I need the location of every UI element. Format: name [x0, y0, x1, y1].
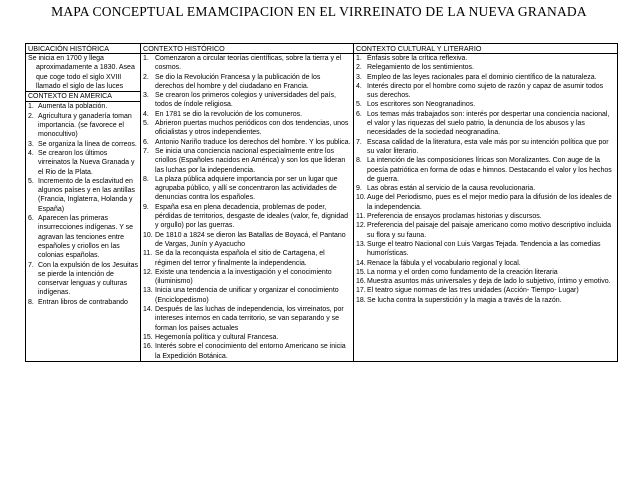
list-item	[356, 184, 615, 193]
item-text: Comenzaron a circular teorías científicas, sobre la tierra y el cosmos.	[155, 55, 342, 72]
item-text: Auge del Periodismo, pues es el mejor medio para la difusión de los ideales de la independencia.	[367, 194, 612, 211]
item-text: Se inicia una conciencia nacional especialmente entre los criollos (Españoles nacidos en América) y son los que lideran las luchas por la independencia.	[155, 147, 346, 174]
item-text: Los escritores son Neogranadinos.	[367, 101, 476, 109]
list-item	[143, 54, 351, 73]
item-number: 9.	[143, 203, 149, 211]
item-text: La norma y el orden como fundamento de la creación literaria	[367, 268, 558, 276]
list-item	[143, 268, 351, 287]
item-number: 10.	[143, 231, 153, 239]
list-item	[28, 140, 138, 149]
list-item	[28, 102, 138, 111]
item-number: 2.	[28, 112, 34, 120]
list-item	[356, 82, 615, 101]
item-text: Antonio Nariño traduce los derechos del hombre. Y los publica.	[155, 138, 351, 146]
list-item	[356, 240, 615, 259]
concept-map-table	[25, 43, 618, 362]
item-number: 8.	[356, 157, 362, 165]
item-number: 7.	[356, 138, 362, 146]
column-contexto-historico	[141, 54, 354, 362]
item-text: Inicia una tendencia de unificar y organizar el conocimiento (Enciclopedismo)	[155, 287, 339, 304]
item-number: 7.	[143, 147, 149, 155]
list-item	[356, 259, 615, 268]
item-text: Hegemonía política y cultural Francesa.	[155, 333, 279, 341]
list-item	[143, 147, 351, 175]
list-item	[356, 138, 615, 157]
list-item	[143, 110, 351, 119]
item-number: 1.	[28, 103, 34, 111]
list-item	[356, 212, 615, 221]
item-text: Se lucha contra la superstición y la magia a través de la razón.	[367, 296, 562, 304]
item-text: Incremento de la esclavitud en algunos países y en las antillas (Francia, Inglaterra, Holanda y España)	[38, 177, 135, 213]
list-item	[143, 249, 351, 268]
item-number: 1.	[143, 55, 149, 62]
item-number: 13.	[356, 240, 366, 248]
item-number: 2.	[143, 73, 149, 81]
column-contexto-cultural	[354, 54, 618, 362]
item-text: De 1810 a 1824 se dieron las Batallas de Boyacá, el Pantano de Vargas, Junín y Ayacucho	[155, 231, 346, 248]
header-row	[26, 44, 618, 54]
item-text: Aparecen las primeras insurrecciones indígenas. Y se agravan las tenciones entre españoles y criollos en las colonias españolas.	[38, 215, 134, 260]
item-text: La intención de las composiciones líricas son Moralizantes. Con auge de la poesía patriótica en forma de odas e himnos. Destacando el valor y los hechos de guerra.	[367, 157, 612, 183]
item-text: Se crearon los primeros colegios y universidades del país, todos de índole religiosa.	[155, 92, 336, 109]
item-number: 5.	[143, 120, 149, 128]
item-text: Preferencia de ensayos proclamas historias y discursos.	[367, 213, 542, 221]
item-text: Se crearon los últimos virreinatos la Nueva Granada y el Rio de la Plata.	[38, 149, 135, 176]
item-text: Se da la reconquista española el sitio de Cartagena, el régimen del terror y finalmente la independencia.	[155, 250, 325, 267]
item-number: 2.	[356, 64, 362, 72]
item-number: 17.	[356, 287, 366, 295]
list-item	[356, 110, 615, 138]
item-text: Abrieron puertas muchos periódicos con dos tendencias, unos oficialistas y otros independientes.	[155, 120, 349, 137]
list-item	[356, 286, 615, 295]
list-item	[143, 342, 351, 361]
list-item	[356, 268, 615, 277]
list-item	[356, 100, 615, 109]
item-text: Muestra asuntos más universales y deja de lado lo subjetivo, íntimo y emotivo.	[367, 278, 611, 286]
item-number: 15.	[143, 333, 153, 341]
list-item	[356, 63, 615, 72]
list-item	[143, 333, 351, 342]
content-row	[26, 54, 618, 362]
list-item	[356, 277, 615, 286]
item-text: Existe una tendencia a la investigación y el conocimiento (iluminismo)	[155, 268, 332, 286]
item-number: 18.	[356, 296, 366, 304]
list-item	[356, 156, 615, 184]
item-text: Relegamiento de los sentimientos.	[367, 64, 475, 72]
item-number: 9.	[356, 185, 362, 193]
item-number: 11.	[356, 213, 366, 221]
list-item	[143, 73, 351, 92]
contexto-historico-list	[143, 54, 351, 361]
item-number: 12.	[143, 268, 153, 276]
page-title: MAPA CONCEPTUAL EMAMCIPACION EN EL VIRREINATO DE LA NUEVA GRANADA	[51, 4, 587, 19]
item-number: 8.	[28, 298, 34, 306]
item-number: 8.	[143, 175, 149, 183]
item-number: 14.	[356, 259, 366, 267]
item-number: 3.	[28, 140, 34, 148]
item-number: 7.	[28, 261, 34, 269]
list-item	[356, 296, 615, 305]
item-number: 6.	[28, 215, 34, 223]
item-text: Interés directo por el hombre como sujeto de razón y capaz de asumir todos sus derechos.	[367, 82, 604, 100]
item-text: Interés sobre el conocimiento del entorno Americano se inicia la Expedición Botánica.	[155, 343, 346, 360]
contexto-america-list	[28, 102, 138, 307]
item-number: 4.	[28, 149, 34, 157]
item-text: Preferencia del paisaje del paisaje americano como motivo descriptivo incluida su flora y su fauna.	[367, 222, 611, 239]
item-number: 5.	[28, 177, 34, 185]
item-text: En 1781 se dio la revolución de los comuneros.	[155, 110, 303, 118]
list-item	[28, 149, 138, 177]
item-number: 3.	[356, 73, 362, 81]
list-item	[28, 214, 138, 260]
list-item	[356, 54, 615, 63]
list-item	[143, 286, 351, 305]
list-item	[356, 221, 615, 240]
list-item	[143, 91, 351, 110]
ubicacion-intro: Se inicia en 1700 y llega aproximadamente a 1830. Asea que coge todo el siglo XVIII llamado el siglo de las luces	[28, 55, 135, 90]
item-text: Se organiza la línea de correos.	[38, 140, 137, 148]
item-text: Empleo de las leyes racionales para el dominio científico de la naturaleza.	[367, 73, 597, 81]
item-text: Después de las luchas de independencia, los virreinatos, por intereses internos en cada territorio, se van separando y se forman los países actuales	[155, 306, 344, 332]
list-item	[28, 177, 138, 214]
item-text: España esa en plena decadencia, problemas de poder, pérdidas de territorios, desgaste de ideales (valor, fe, dignidad y orgullo) por las guerras.	[155, 203, 349, 230]
item-text: El teatro sigue normas de las tres unidades (Acción- Tiempo- Lugar)	[367, 287, 579, 295]
list-item	[356, 193, 615, 212]
item-text: Agricultura y ganadería toman importancia. (se favorece el monocultivo)	[38, 112, 132, 139]
item-text: Los temas más trabajados son: interés por despertar una conciencia nacional, el valor y las riquezas del suelo patrio, la denuncia de los abusos y las necesidades de la sociedad neogranadina.	[367, 110, 610, 137]
list-item	[143, 305, 351, 333]
header-ubicacion: UBICACIÓN HISTÓRICA	[26, 44, 141, 54]
header-contexto-cultural: CONTEXTO CULTURAL Y LITERARIO	[354, 44, 618, 54]
item-number: 16.	[143, 343, 153, 351]
item-number: 10.	[356, 194, 366, 202]
list-item	[143, 231, 351, 250]
list-item	[143, 119, 351, 138]
item-text: Se dio la Revolución Francesa y la publicación de los derechos del hombre y del ciudadano en Francia.	[155, 73, 321, 90]
list-item	[143, 138, 351, 147]
item-text: Con la expulsión de los Jesuitas se pierde la intención de conservar lenguas y culturas indígenas.	[38, 261, 139, 297]
item-text: Escasa calidad de la literatura, esta vale más por su intención política que por su valor literario.	[367, 138, 609, 155]
contexto-cultural-list	[356, 54, 615, 305]
column-ubicacion	[26, 54, 141, 362]
list-item	[143, 203, 351, 231]
item-text: La plaza pública adquiere importancia por ser un lugar que agrupaba público, y allí se concentraron las actividades de denuncias contra los españoles.	[155, 175, 338, 202]
item-number: 16.	[356, 278, 366, 286]
item-text: Entran libros de contrabando	[38, 298, 128, 306]
item-number: 6.	[143, 138, 149, 146]
list-item	[28, 112, 138, 140]
list-item	[356, 73, 615, 82]
contexto-america-heading: CONTEXTO EN AMERICA	[26, 91, 140, 102]
item-text: Aumenta la población.	[38, 103, 108, 111]
item-text: Énfasis sobre la crítica reflexiva.	[367, 55, 468, 62]
item-number: 11.	[143, 250, 153, 258]
list-item	[28, 261, 138, 298]
item-text: Las obras están al servicio de la causa revolucionaria.	[367, 185, 536, 193]
item-number: 3.	[143, 92, 149, 100]
item-text: Surge el teatro Nacional con Luis Vargas Tejada. Tendencia a las comedias humorísticas.	[367, 240, 601, 258]
item-number: 4.	[143, 110, 149, 118]
item-text: Renace la fábula y el vocabulario regional y local.	[367, 259, 521, 267]
item-number: 15.	[356, 268, 366, 276]
item-number: 4.	[356, 82, 362, 90]
item-number: 12.	[356, 222, 366, 230]
item-number: 14.	[143, 306, 153, 314]
header-contexto-historico: CONTEXTO HISTÓRICO	[141, 44, 354, 54]
item-number: 6.	[356, 110, 362, 118]
item-number: 5.	[356, 101, 362, 109]
list-item	[143, 175, 351, 203]
item-number: 13.	[143, 287, 153, 295]
list-item	[28, 298, 138, 307]
item-number: 1.	[356, 55, 362, 62]
